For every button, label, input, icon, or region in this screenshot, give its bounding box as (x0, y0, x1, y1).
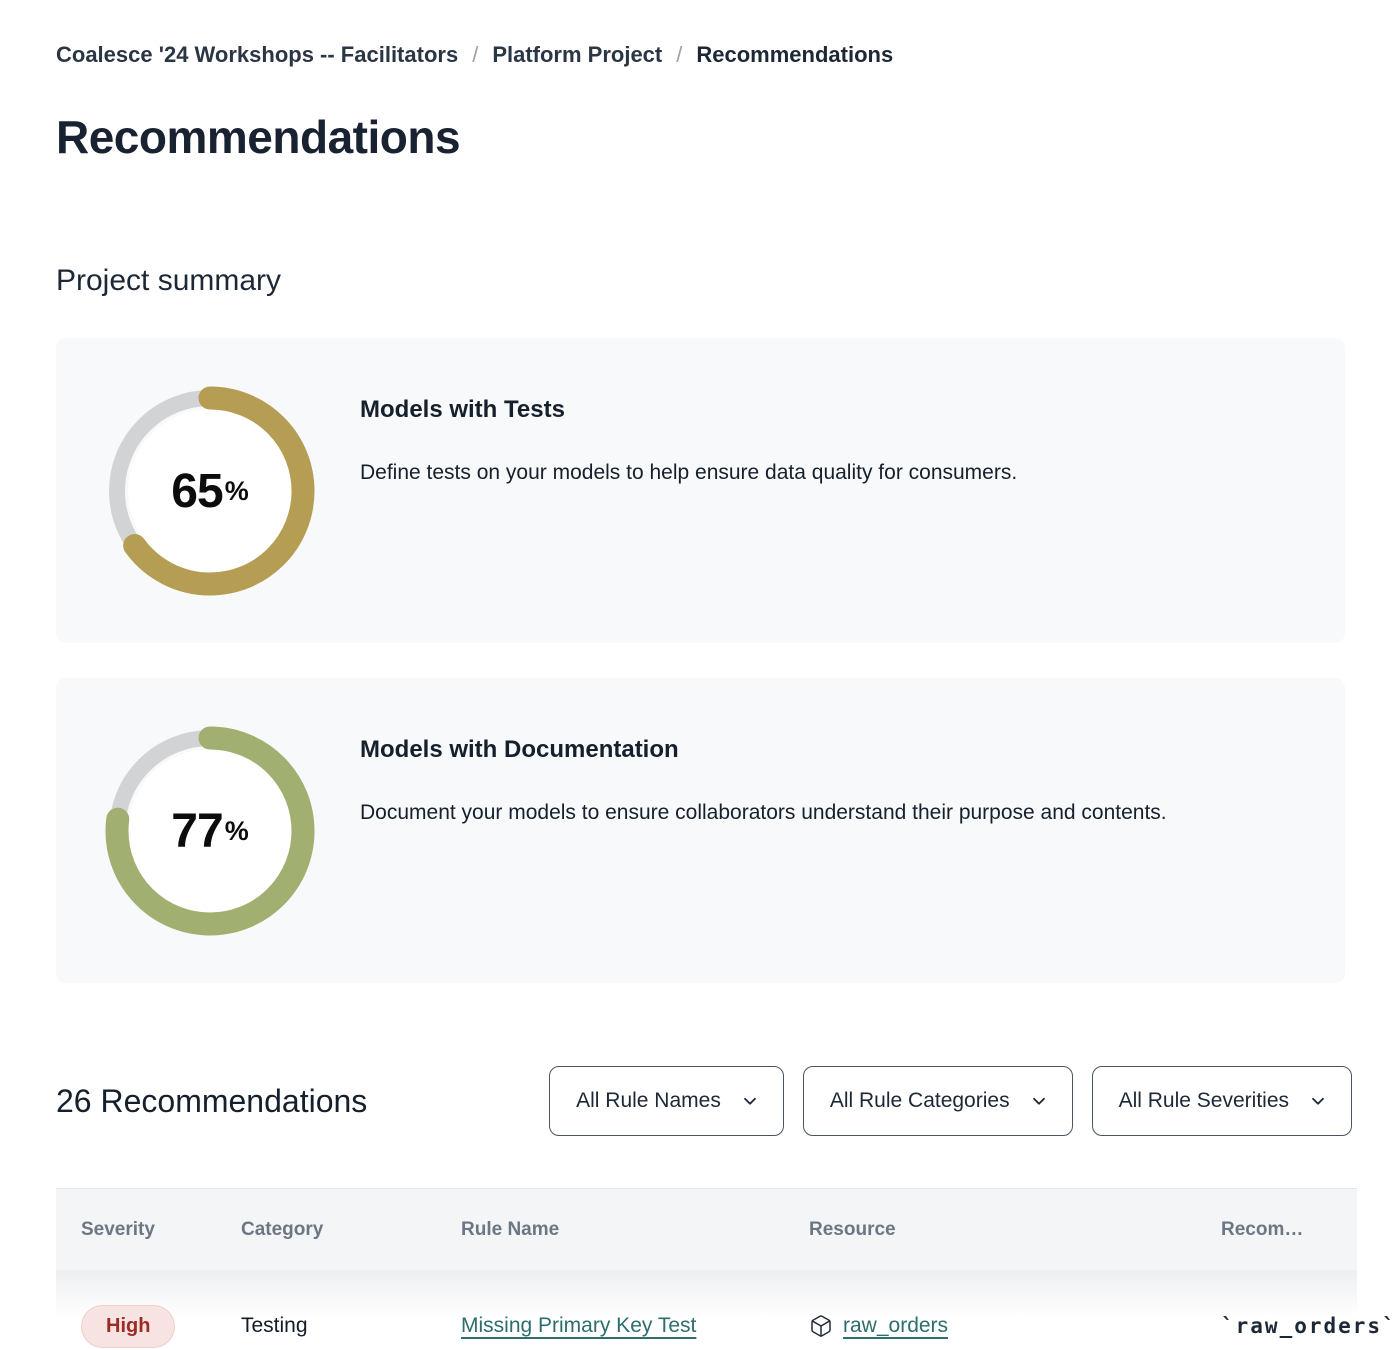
donut-percent-value: 77 (171, 804, 223, 858)
filter-label: All Rule Names (576, 1089, 721, 1112)
breadcrumb-item-current: Recommendations (696, 42, 894, 67)
filter-rule-names-dropdown[interactable] (549, 1066, 784, 1136)
card-title: Models with Tests (360, 396, 565, 423)
donut-percent-label (105, 386, 315, 596)
filter-rule-categories-dropdown[interactable] (803, 1066, 1073, 1136)
recommendation-code: `raw_orders` (1221, 1314, 1397, 1338)
breadcrumb-separator: / (676, 42, 683, 67)
donut-percent-sign: % (224, 815, 249, 846)
breadcrumb (56, 42, 1345, 68)
donut-chart-tests (105, 386, 315, 596)
chevron-down-icon (1309, 1092, 1327, 1110)
card-description: Document your models to ensure collaborators understand their purpose and contents. (360, 801, 1167, 824)
recommendations-toolbar (56, 1066, 1352, 1136)
card-title: Models with Documentation (360, 736, 679, 763)
filter-group (549, 1066, 1352, 1136)
donut-percent-value: 65 (171, 464, 223, 518)
table-header-row (56, 1188, 1357, 1270)
project-summary-heading: Project summary (56, 264, 282, 297)
page-title: Recommendations (56, 111, 461, 163)
recommendations-count: 26 (56, 1082, 92, 1119)
column-header-rule-name: Rule Name (461, 1218, 560, 1240)
filter-label: All Rule Severities (1118, 1089, 1289, 1112)
resource-link[interactable]: raw_orders (843, 1314, 949, 1337)
chevron-down-icon (1030, 1092, 1048, 1110)
recommendations-count-heading (56, 1083, 367, 1120)
filter-label: All Rule Categories (829, 1089, 1010, 1112)
breadcrumb-item-platform-project[interactable]: Platform Project (492, 42, 663, 67)
rule-name-link[interactable]: Missing Primary Key Test (461, 1314, 697, 1337)
card-description: Define tests on your models to help ensure data quality for consumers. (360, 461, 1018, 484)
column-header-resource: Resource (809, 1218, 896, 1240)
column-header-recommendation: Recom… (1221, 1218, 1304, 1240)
summary-card-models-with-documentation (56, 678, 1345, 983)
category-value: Testing (241, 1314, 308, 1337)
breadcrumb-separator: / (472, 42, 479, 67)
breadcrumb-item-project-workspace[interactable]: Coalesce '24 Workshops -- Facilitators (56, 42, 459, 67)
recommendations-table (56, 1188, 1397, 1350)
cube-icon (809, 1314, 833, 1338)
recommendations-count-label: Recommendations (100, 1082, 368, 1119)
table-row (56, 1270, 1397, 1350)
donut-chart-documentation (105, 726, 315, 936)
column-header-category: Category (241, 1218, 324, 1240)
filter-rule-severities-dropdown[interactable] (1092, 1066, 1352, 1136)
severity-badge: High (81, 1305, 175, 1348)
chevron-down-icon (741, 1092, 759, 1110)
donut-percent-sign: % (224, 475, 249, 506)
column-header-severity: Severity (81, 1218, 155, 1240)
donut-percent-label (105, 726, 315, 936)
card-text-block (360, 726, 1167, 833)
summary-card-models-with-tests (56, 338, 1345, 643)
card-text-block (360, 386, 1017, 493)
